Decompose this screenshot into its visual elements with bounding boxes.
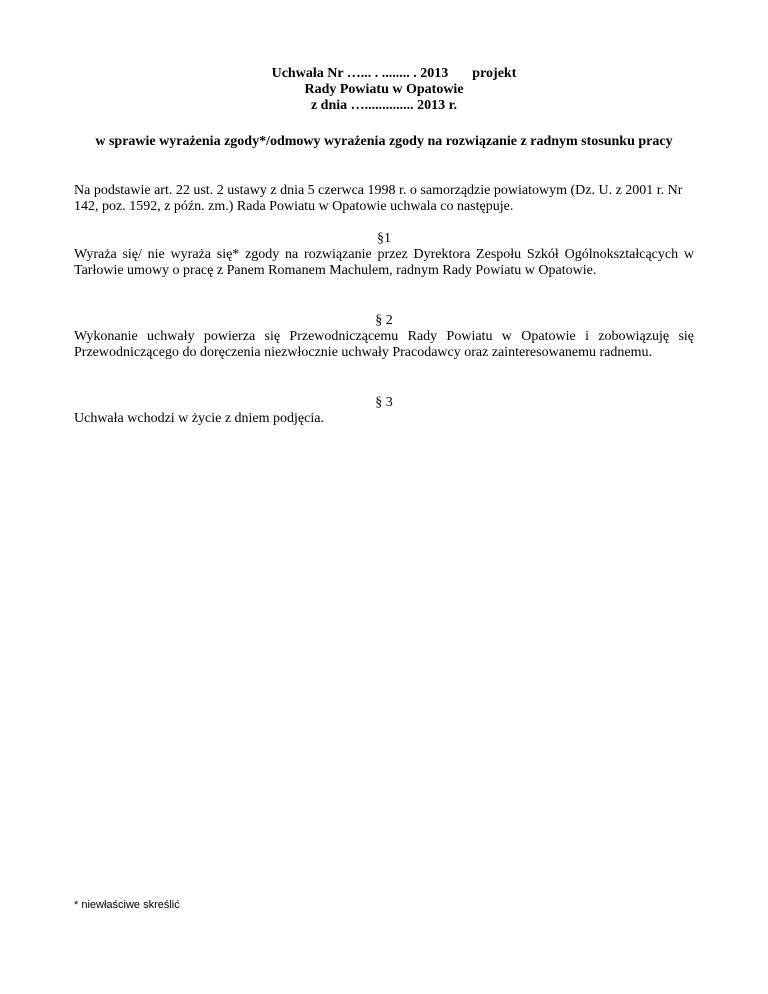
- resolution-header: [0, 66, 768, 114]
- footnote: * niewłaściwe skreślić: [74, 899, 180, 911]
- resolution-number-line: [10, 66, 768, 82]
- section-3-text: Uchwała wchodzi w życie z dniem podjęcia.: [74, 411, 324, 426]
- resolution-date: z dnia ….............. 2013 r.: [310, 98, 458, 113]
- resolution-number: Uchwała Nr …... . ........ . 2013: [271, 66, 449, 81]
- council-name: Rady Powiatu w Opatowie: [304, 82, 464, 97]
- section-2-mark: § 2: [375, 313, 393, 328]
- section-1-mark: §1: [377, 231, 391, 246]
- section-3-mark: § 3: [375, 395, 393, 410]
- section-1-text: Wyraża się/ nie wyraża się* zgody na rozwiązanie przez Dyrektora Zespołu Szkół Ogólnokształcących w Tarłowie umowy o pracę z Panem Romanem Machulem, radnym Rady Powiatu w Opatowie.: [74, 247, 694, 278]
- section-2-text: Wykonanie uchwały powierza się Przewodniczącemu Rady Powiatu w Opatowie i zobowiązuję się Przewodniczącego do doręczenia niezwłocznie uchwały Pracodawcy oraz zainteresowanemu radnemu.: [74, 329, 694, 360]
- legal-basis-paragraph: Na podstawie art. 22 ust. 2 ustawy z dnia 5 czerwca 1998 r. o samorządzie powiatowym (Dz. U. z 2001 r. Nr 142, poz. 1592, z późn. zm.) Rada Powiatu w Opatowie uchwala co następuje.: [74, 183, 683, 214]
- draft-label: projekt: [472, 66, 517, 81]
- resolution-subject: w sprawie wyrażenia zgody*/odmowy wyrażenia zgody na rozwiązanie z radnym stosunku pracy: [95, 134, 673, 149]
